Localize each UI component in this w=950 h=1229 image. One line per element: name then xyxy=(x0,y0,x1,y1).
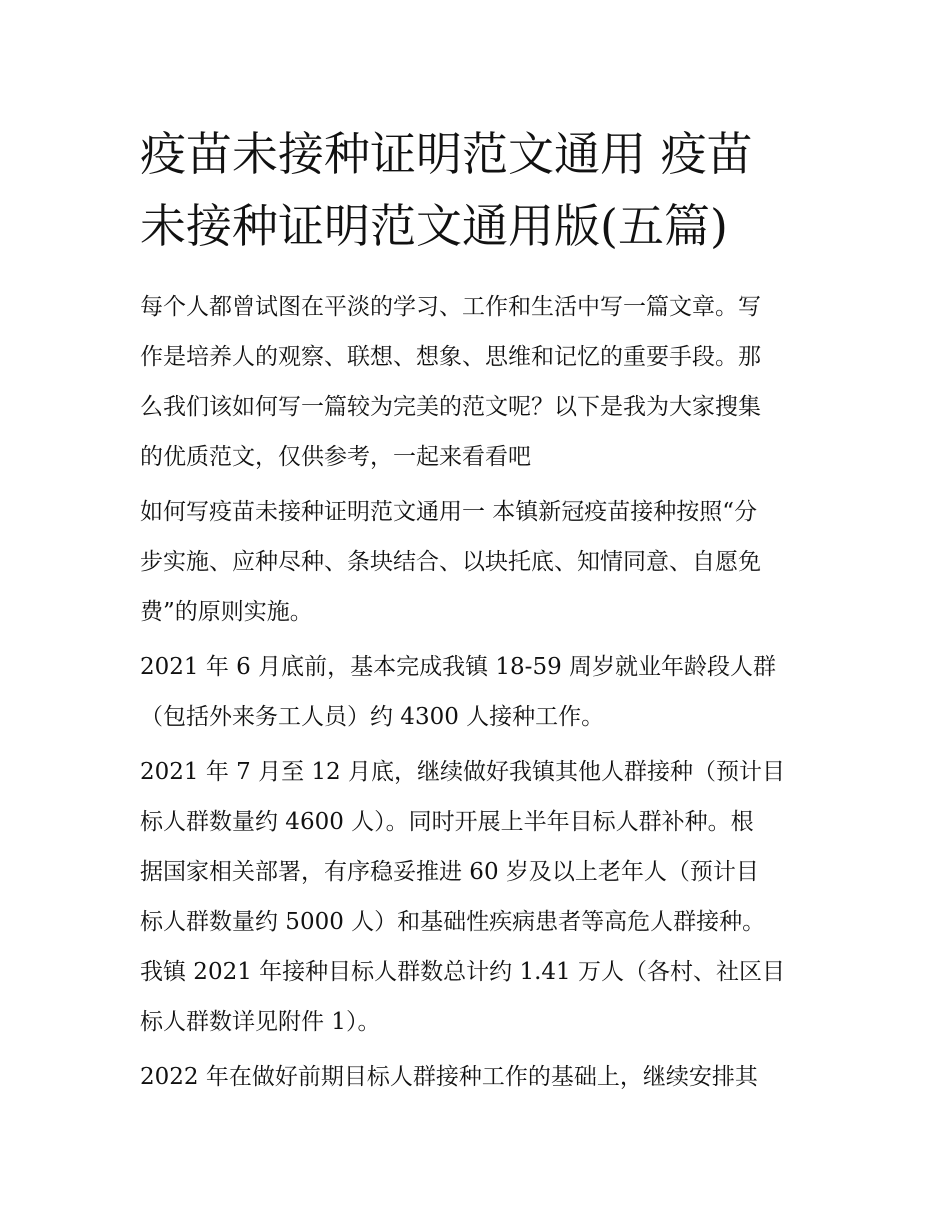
paragraph-june-plan xyxy=(140,642,820,742)
text-line: 作是培养人的观察、联想、想象、思维和记忆的重要手段。那 xyxy=(140,344,761,370)
text-line: （包括外来务工人员）约 4300 人接种工作。 xyxy=(140,704,605,730)
paragraph-2022-plan xyxy=(140,1052,820,1102)
body-text xyxy=(140,282,820,1102)
title-line: 疫苗未接种证明范文通用 疫苗 xyxy=(140,127,753,181)
text-line: 每个人都曾试图在平淡的学习、工作和生活中写一篇文章。写 xyxy=(140,294,761,320)
text-line: 标人群数量约 4600 人）。同时开展上半年目标人群补种。根 xyxy=(140,809,754,835)
page-title xyxy=(140,118,820,262)
text-line: 据国家相关部署，有序稳妥推进 60 岁及以上老年人（预计目 xyxy=(140,859,759,885)
text-line: 2021 年 7 月至 12 月底，继续做好我镇其他人群接种（预计目 xyxy=(140,759,785,785)
text-line: 步实施、应种尽种、条块结合、以块托底、知情同意、自愿免 xyxy=(140,549,761,575)
text-line: 的优质范文，仅供参考，一起来看看吧 xyxy=(140,444,531,470)
text-line: 我镇 2021 年接种目标人群数总计约 1.41 万人（各村、社区目 xyxy=(140,959,785,985)
paragraph-principle xyxy=(140,487,820,637)
paragraph-intro xyxy=(140,282,820,482)
text-line: 么我们该如何写一篇较为完美的范文呢？以下是我为大家搜集 xyxy=(140,394,761,420)
text-line: 2021 年 6 月底前，基本完成我镇 18-59 周岁就业年龄段人群 xyxy=(140,654,777,680)
paragraph-second-half-plan xyxy=(140,747,820,1047)
text-line: 费”的原则实施。 xyxy=(140,599,313,625)
text-line: 标人群数详见附件 1）。 xyxy=(140,1009,381,1035)
text-line: 如何写疫苗未接种证明范文通用一 本镇新冠疫苗接种按照“分 xyxy=(140,499,758,525)
text-line: 标人群数量约 5000 人）和基础性疾病患者等高危人群接种。 xyxy=(140,909,766,935)
title-line: 未接种证明范文通用版(五篇) xyxy=(140,199,728,253)
text-line: 2022 年在做好前期目标人群接种工作的基础上，继续安排其 xyxy=(140,1064,758,1090)
